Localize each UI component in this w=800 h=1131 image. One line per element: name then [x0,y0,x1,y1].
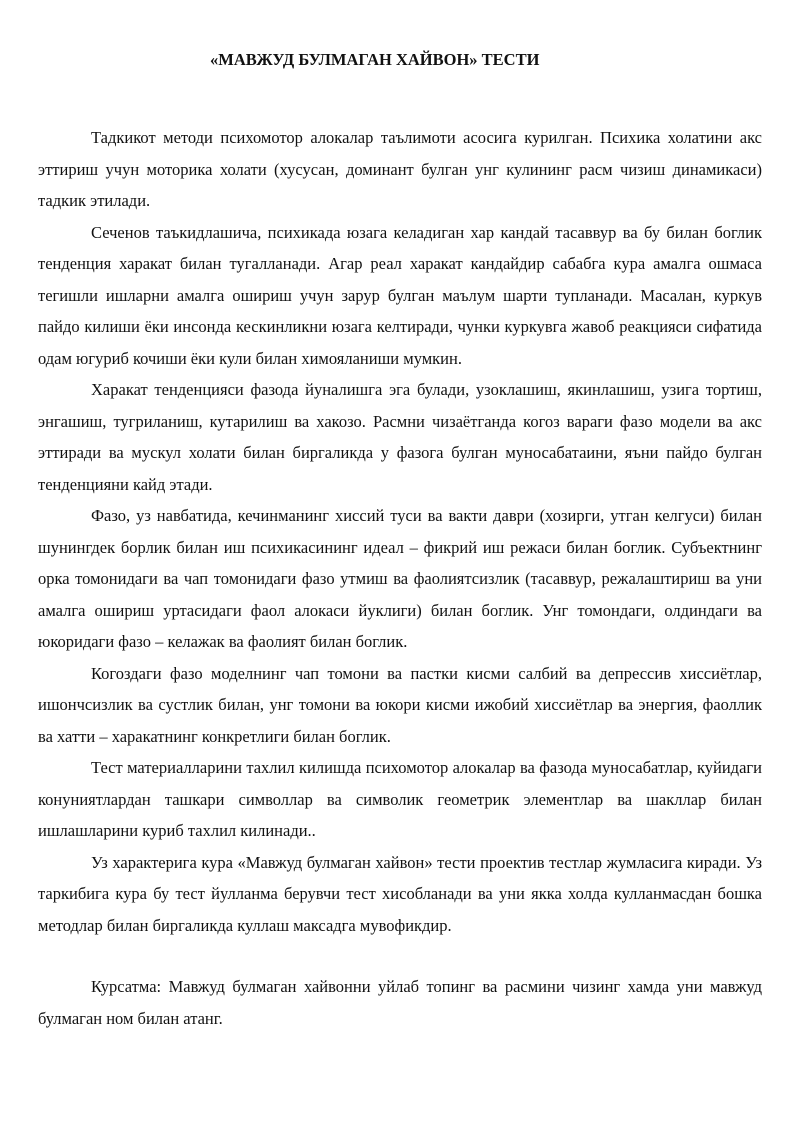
document-title: «МАВЖУД БУЛМАГАН ХАЙВОН» ТЕСТИ [210,50,540,69]
paragraph-space-time: Фазо, уз навбатида, кечинманинг хиссий туси ва вакти даври (хозирги, утган келгуси) билан шунингдек борлик билан иш психикасининг идеал – фикрий иш режаси билан боглик. Субъектнинг орка томонидаги ва чап томонидаги фазо утмиш ва фаолиятсизлик (тасаввур, режалаштириш ва уни амалга ошириш уртасидаги фаол алокаси йуклиги) билан боглик. Унг томондаги, олдиндаги ва юкоридаги фазо – келажак ва фаолият билан боглик. [38,506,762,651]
paragraph-test-type: Уз характерига кура «Мавжуд булмаган хайвон» тести проектив тестлар жумласига киради. Уз таркибига кура бу тест йулланма берувчи тест хисобланади ва уни якка холда кулланмасдан бошка методлар билан биргаликда куллаш максадга мувофикдир. [38,852,762,935]
paragraph-sechenov: Сеченов таъкидлашича, психикада юзага келадиган хар кандай тасаввур ва бу билан боглик тенденция харакат билан тугалланади. Агар реал харакат кандайдир сабабга кура амалга ошмаса тегишли ишларни амалга ошириш учун зарур булган маълум шарти тупланади. Масалан, куркув пайдо килиши ёки инсонда кескинликни юзага келтиради, чунки куркувга жавоб реакцияси сифатида одам югуриб кочиши ёки кули билан химояланиши мумкин. [38,222,762,368]
paragraph-paper-space: Когоздаги фазо моделнинг чап томони ва пастки кисми салбий ва депрессив хиссиётлар, ишончсизлик ва сустлик билан, унг томони ва юкори кисми ижобий хиссиётлар ва энергия, фаоллик ва хатти – харакатнинг конкретлиги билан боглик. [38,663,762,746]
paragraph-analysis: Тест материалларини тахлил килишда психомотор алокалар ва фазода муносабатлар, куйидаги конуниятлардан ташкари символлар ва символик геометрик элементлар ва шакллар билан ишлашларини куриб тахлил килинади.. [38,758,762,840]
paragraph-instruction: Курсатма: Мавжуд булмаган хайвонни уйлаб топинг ва расмини чизинг хамда уни мавжуд булмаган ном билан атанг. [38,977,762,1028]
paragraph-method: Тадкикот методи психомотор алокалар таълимоти асосига курилган. Психика холатини акс эттириш учун моторика холати (хусусан, доминант булган унг кулининг расм чизиш динамикаси) тадкик этилади. [38,128,762,210]
paragraph-movement-tendency: Харакат тенденцияси фазода йуналишга эга булади, узоклашиш, якинлашиш, узига тортиш, энгашиш, тугриланиш, кутарилиш ва хакозо. Расмни чизаётганда когоз вараги фазо модели ва акс эттиради ва мускул холати билан биргаликда у фазога булган муносабатаини, яъни пайдо булган тенденцияни кайд этади. [38,380,762,494]
document-body [38,122,762,1034]
